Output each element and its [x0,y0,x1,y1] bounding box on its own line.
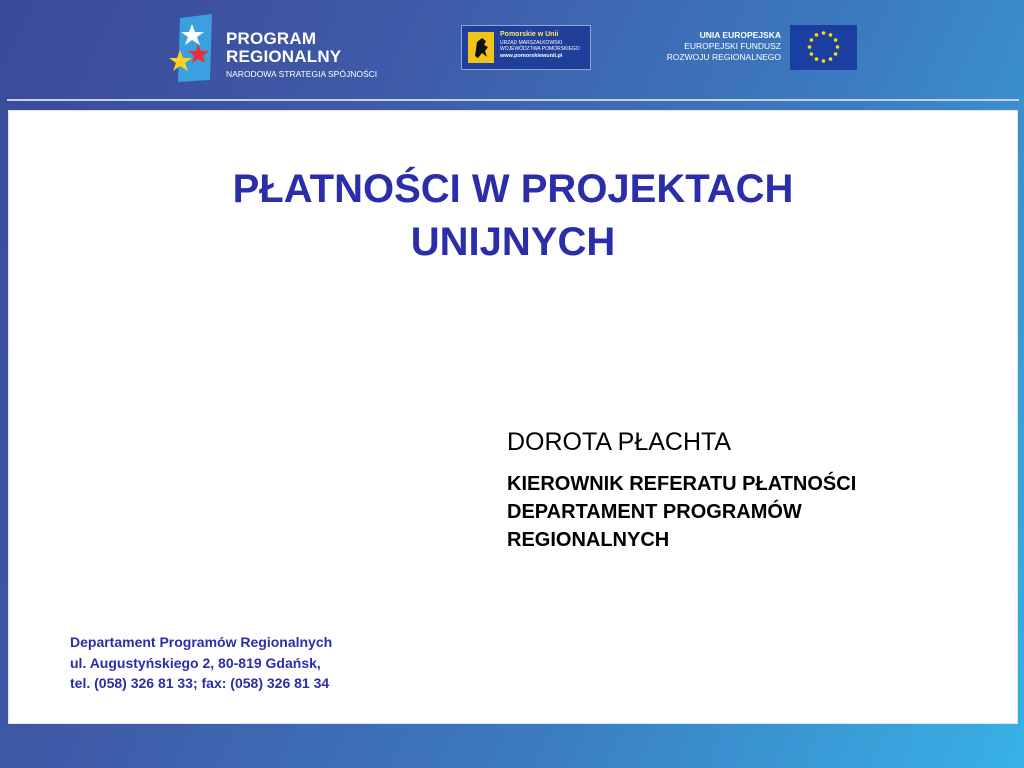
header-divider [7,99,1019,101]
eu-logo-line2: EUROPEJSKI FUNDUSZ [684,41,781,51]
position-line2: DEPARTAMENT PROGRAMÓW [507,501,802,523]
eu-logo-line3: ROZWOJU REGIONALNEGO [666,52,781,62]
griffin-icon [468,32,494,63]
slide-header [0,0,1024,98]
star-emblem-icon [168,14,218,84]
slide-footer-band [0,724,1024,768]
eu-logo-text [667,30,781,63]
pomorskie-logo-url: www.pomorskiewunii.pl [500,53,563,59]
contact-line2: ul. Augustyńskiego 2, 80-819 Gdańsk, [70,654,321,671]
slide-content-panel [8,110,1018,724]
contact-line3: tel. (058) 326 81 33; fax: (058) 326 81 34 [70,675,330,691]
presenter-position [507,470,856,554]
contact-line1: Departament Programów Regionalnych [70,634,333,650]
pomorskie-logo-line1: URZĄD MARSZAŁKOWSKI [500,40,563,46]
eu-flag-icon [790,25,857,70]
pomorskie-logo-title: Pomorskie w Unii [500,31,559,38]
slide-title [9,163,1017,269]
pomorskie-w-unii-logo [461,25,591,70]
contact-info [70,632,332,694]
pomorskie-logo-text [500,30,580,60]
eu-erdf-logo [650,25,857,70]
program-logo-line1: PROGRAM [226,29,317,48]
program-logo-line2: REGIONALNY [226,47,342,66]
program-regionalny-logo [168,14,388,84]
slide-title-line2: UNIJNYCH [410,220,616,264]
presenter-name: DOROTA PŁACHTA [507,428,732,456]
program-logo-subtitle: NARODOWA STRATEGIA SPÓJNOŚCI [226,69,378,79]
eu-logo-line1: UNIA EUROPEJSKA [699,30,781,40]
position-line3: REGIONALNYCH [507,529,670,551]
program-logo-text [226,30,377,80]
pomorskie-logo-line2: WOJEWÓDZTWA POMORSKIEGO [500,46,580,52]
slide-title-line1: PŁATNOŚCI W PROJEKTACH [232,167,794,211]
griffin-crest-icon [468,32,494,63]
position-line1: KIEROWNIK REFERATU PŁATNOŚCI [507,473,857,495]
